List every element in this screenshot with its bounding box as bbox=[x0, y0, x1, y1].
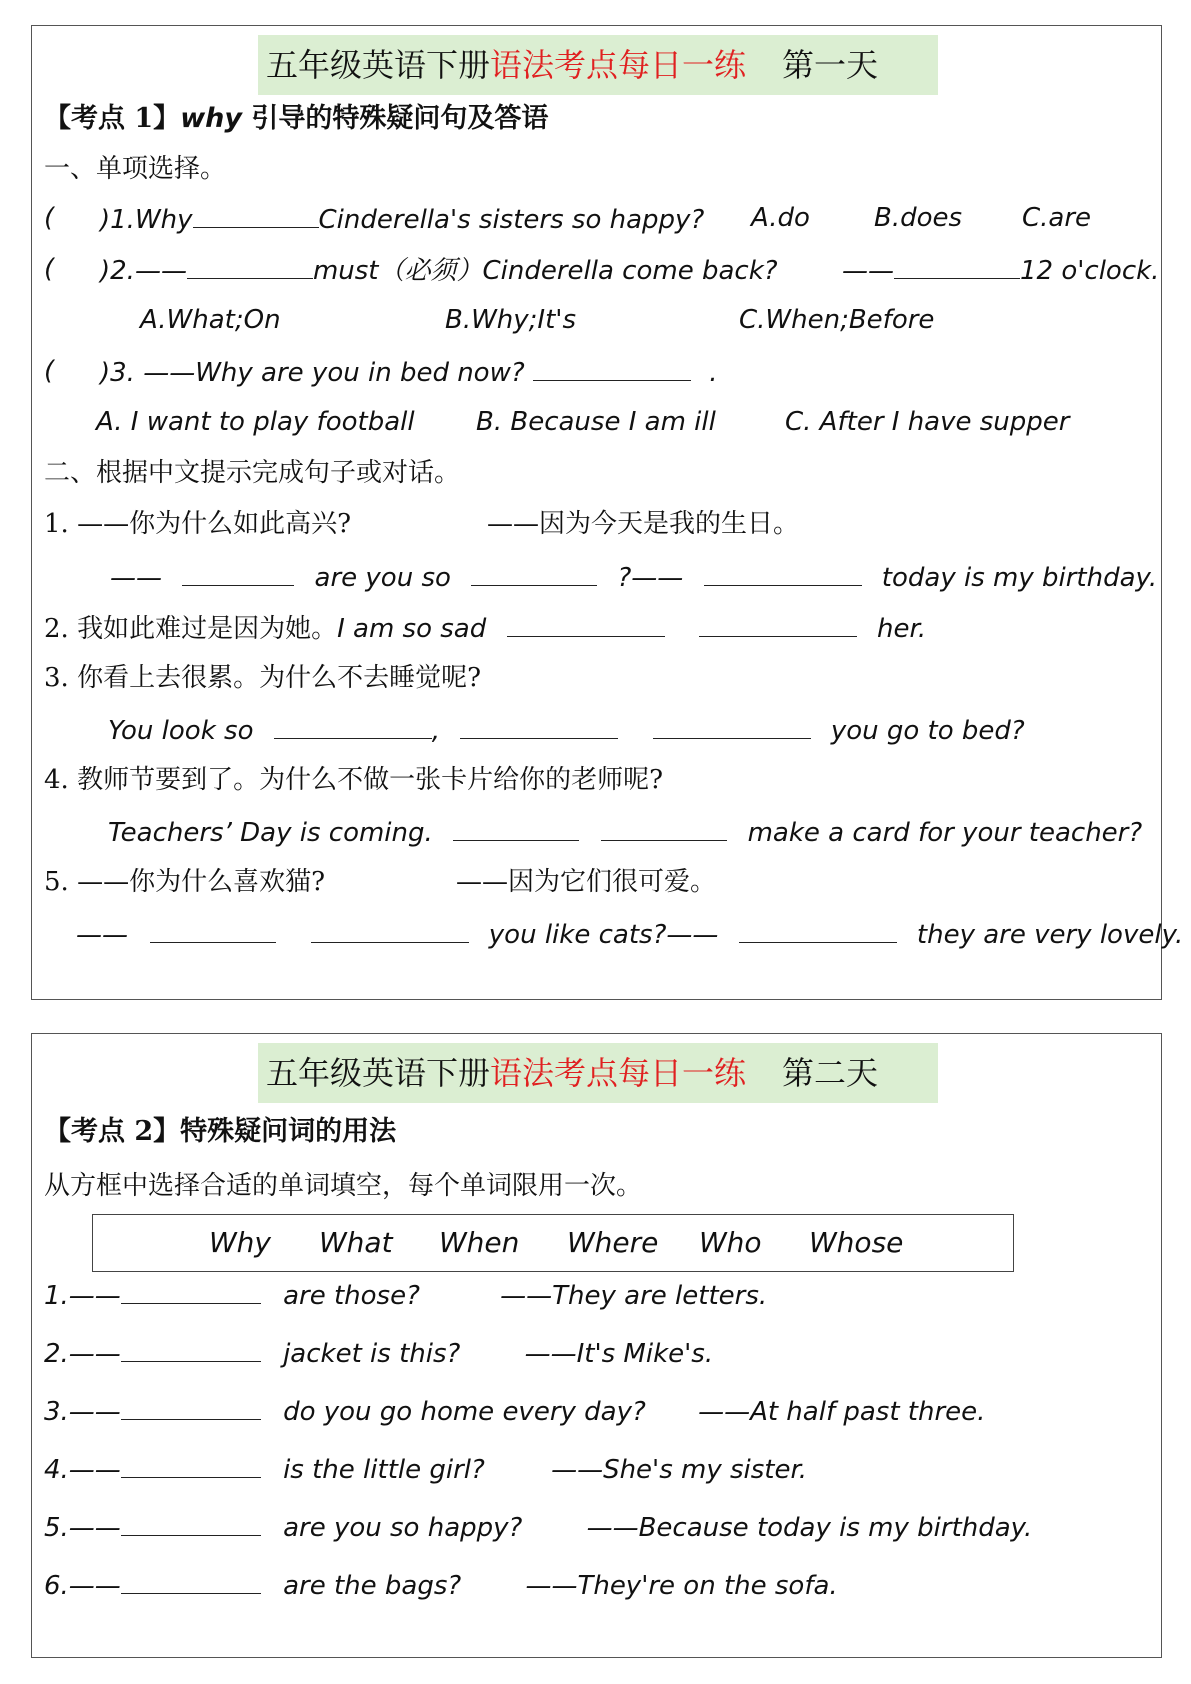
mc3-option-b: B. Because I am ill bbox=[476, 407, 716, 437]
q1-blank-2[interactable] bbox=[471, 559, 597, 586]
q4-en-a: Teachers’ Day is coming. bbox=[108, 818, 433, 848]
q3-blank-2[interactable] bbox=[460, 712, 618, 739]
mc2-answer-prefix: —— bbox=[842, 256, 894, 286]
day1-title-grade: 五年级英语下册 bbox=[266, 46, 491, 84]
word-who: Who bbox=[699, 1226, 762, 1259]
fill-1-num: 1.—— bbox=[44, 1281, 121, 1311]
fill-2-blank[interactable] bbox=[121, 1335, 261, 1362]
q2-line bbox=[44, 610, 926, 646]
word-whose: Whose bbox=[809, 1226, 904, 1259]
day1-point-heading bbox=[44, 102, 548, 136]
q5-english bbox=[76, 916, 1183, 952]
fill-5-blank[interactable] bbox=[121, 1509, 261, 1536]
fill-2-reply: ——It's Mike's. bbox=[524, 1339, 714, 1369]
q3-chinese: 3. 你看上去很累。为什么不去睡觉呢? bbox=[44, 663, 482, 693]
mc1-stem-a: )1.Why bbox=[100, 205, 193, 235]
q5-en-c: they are very lovely. bbox=[916, 920, 1184, 950]
q1-blank-1[interactable] bbox=[182, 559, 294, 586]
mc1-option-c: C.are bbox=[1022, 203, 1092, 233]
word-why: Why bbox=[209, 1226, 272, 1259]
q3-en-c: you go to bed? bbox=[830, 716, 1025, 746]
q1-en-d: today is my birthday. bbox=[881, 563, 1158, 593]
q2-blank-2[interactable] bbox=[699, 610, 857, 637]
fill-item-1 bbox=[44, 1277, 767, 1313]
q4-blank-2[interactable] bbox=[601, 814, 727, 841]
fill-4-blank[interactable] bbox=[121, 1451, 261, 1478]
fill-4-num: 4.—— bbox=[44, 1455, 121, 1485]
q5-en-b: you like cats?—— bbox=[488, 920, 719, 950]
q3-en-a: You look so bbox=[108, 716, 254, 746]
fill-item-2 bbox=[44, 1335, 713, 1371]
fill-1-blank[interactable] bbox=[121, 1277, 261, 1304]
fill-item-3 bbox=[44, 1393, 985, 1429]
mc1-blank[interactable] bbox=[193, 201, 319, 228]
word-where: Where bbox=[567, 1226, 659, 1259]
day2-title-grade: 五年级英语下册 bbox=[266, 1054, 491, 1092]
day1-point-suffix: 引导的特殊疑问句及答语 bbox=[251, 103, 549, 134]
fill-5-reply: ——Because today is my birthday. bbox=[586, 1513, 1033, 1543]
q1-english bbox=[110, 559, 1157, 595]
mc1-stem-b: Cinderella's sisters so happy? bbox=[318, 205, 705, 235]
mc2-paren: ( bbox=[44, 254, 55, 284]
day1-section1-title: 一、单项选择。 bbox=[44, 154, 227, 184]
mc2-stem-b: must（必须）Cinderella come back? bbox=[312, 256, 778, 286]
mc2-option-c: C.When;Before bbox=[739, 305, 935, 335]
fill-6-question: are the bags? bbox=[283, 1571, 462, 1601]
q3-en-comma: , bbox=[431, 716, 441, 746]
mc3-blank[interactable] bbox=[533, 354, 691, 381]
q4-chinese: 4. 教师节要到了。为什么不做一张卡片给你的老师呢? bbox=[44, 765, 664, 795]
day1-point-why: why bbox=[180, 103, 242, 134]
mc1-option-a: A.do bbox=[751, 203, 810, 233]
day1-point-prefix: 【考点 1】 bbox=[44, 103, 181, 134]
mc1-option-b: B.does bbox=[874, 203, 963, 233]
q1-chinese-b: ——因为今天是我的生日。 bbox=[487, 509, 800, 539]
word-bank bbox=[92, 1214, 1014, 1272]
fill-1-question: are those? bbox=[283, 1281, 420, 1311]
fill-6-reply: ——They're on the sofa. bbox=[525, 1571, 838, 1601]
q2-en-a: I am so sad bbox=[337, 614, 487, 644]
q3-blank-1[interactable] bbox=[274, 712, 432, 739]
fill-5-num: 5.—— bbox=[44, 1513, 121, 1543]
q2-en-b: her. bbox=[877, 614, 927, 644]
mc2-answer-suffix: 12 o'clock. bbox=[1020, 256, 1160, 286]
q3-english bbox=[108, 712, 1025, 748]
word-when: When bbox=[439, 1226, 520, 1259]
fill-item-6 bbox=[44, 1567, 838, 1603]
mc3-question bbox=[100, 354, 717, 390]
q1-en-a: —— bbox=[110, 563, 162, 593]
mc2-blank-2[interactable] bbox=[894, 252, 1020, 279]
day1-title-topic: 语法考点每日一练 bbox=[490, 46, 747, 84]
mc2-option-b: B.Why;It's bbox=[445, 305, 576, 335]
mc2-option-a: A.What;On bbox=[140, 305, 281, 335]
mc3-paren: ( bbox=[44, 356, 55, 386]
fill-1-reply: ——They are letters. bbox=[500, 1281, 768, 1311]
mc2-blank-1[interactable] bbox=[187, 252, 313, 279]
day2-title-day: 第二天 bbox=[782, 1054, 879, 1092]
day1-title bbox=[258, 35, 938, 95]
fill-4-reply: ——She's my sister. bbox=[551, 1455, 808, 1485]
q5-blank-3[interactable] bbox=[739, 916, 897, 943]
day2-point-heading: 【考点 2】特殊疑问词的用法 bbox=[44, 1116, 397, 1147]
q5-blank-1[interactable] bbox=[150, 916, 276, 943]
fill-3-num: 3.—— bbox=[44, 1397, 121, 1427]
q1-en-c: ?—— bbox=[617, 563, 684, 593]
fill-6-blank[interactable] bbox=[121, 1567, 261, 1594]
mc3-end: . bbox=[709, 358, 718, 388]
fill-2-num: 2.—— bbox=[44, 1339, 121, 1369]
q1-chinese-a: 1. ——你为什么如此高兴? bbox=[44, 509, 352, 539]
fill-item-4 bbox=[44, 1451, 807, 1487]
day1-title-day: 第一天 bbox=[782, 46, 879, 84]
fill-item-5 bbox=[44, 1509, 1032, 1545]
fill-3-question: do you go home every day? bbox=[283, 1397, 646, 1427]
mc3-option-c: C. After I have supper bbox=[785, 407, 1070, 437]
q5-chinese-b: ——因为它们很可爱。 bbox=[456, 867, 717, 897]
mc2-answer bbox=[842, 252, 1159, 288]
day2-card bbox=[31, 1033, 1162, 1658]
day2-title-topic: 语法考点每日一练 bbox=[490, 1054, 747, 1092]
q2-chinese: 2. 我如此难过是因为她。 bbox=[44, 614, 338, 644]
mc3-option-a: A. I want to play football bbox=[96, 407, 415, 437]
fill-5-question: are you so happy? bbox=[283, 1513, 523, 1543]
fill-3-reply: ——At half past three. bbox=[698, 1397, 986, 1427]
q4-en-b: make a card for your teacher? bbox=[747, 818, 1143, 848]
q5-blank-2[interactable] bbox=[311, 916, 469, 943]
q3-blank-3[interactable] bbox=[653, 712, 811, 739]
day1-card bbox=[31, 25, 1184, 1000]
q1-en-b: are you so bbox=[314, 563, 451, 593]
fill-4-question: is the little girl? bbox=[283, 1455, 485, 1485]
mc2-stem-a: )2.—— bbox=[100, 256, 187, 286]
q5-en-a: —— bbox=[76, 920, 128, 950]
mc1-question bbox=[100, 201, 704, 237]
day2-title bbox=[258, 1043, 938, 1103]
q2-blank-1[interactable] bbox=[507, 610, 665, 637]
q1-blank-3[interactable] bbox=[704, 559, 862, 586]
word-what: What bbox=[319, 1226, 393, 1259]
q5-chinese-a: 5. ——你为什么喜欢猫? bbox=[44, 867, 326, 897]
mc2-question bbox=[100, 252, 778, 288]
q4-english bbox=[108, 814, 1142, 850]
q4-blank-1[interactable] bbox=[453, 814, 579, 841]
mc3-stem: )3. ——Why are you in bed now? bbox=[100, 358, 525, 388]
mc1-paren: ( bbox=[44, 203, 55, 233]
fill-3-blank[interactable] bbox=[121, 1393, 261, 1420]
day2-instruction: 从方框中选择合适的单词填空，每个单词限用一次。 bbox=[44, 1171, 643, 1201]
day1-section2-title: 二、根据中文提示完成句子或对话。 bbox=[44, 458, 461, 488]
fill-2-question: jacket is this? bbox=[283, 1339, 461, 1369]
fill-6-num: 6.—— bbox=[44, 1571, 121, 1601]
